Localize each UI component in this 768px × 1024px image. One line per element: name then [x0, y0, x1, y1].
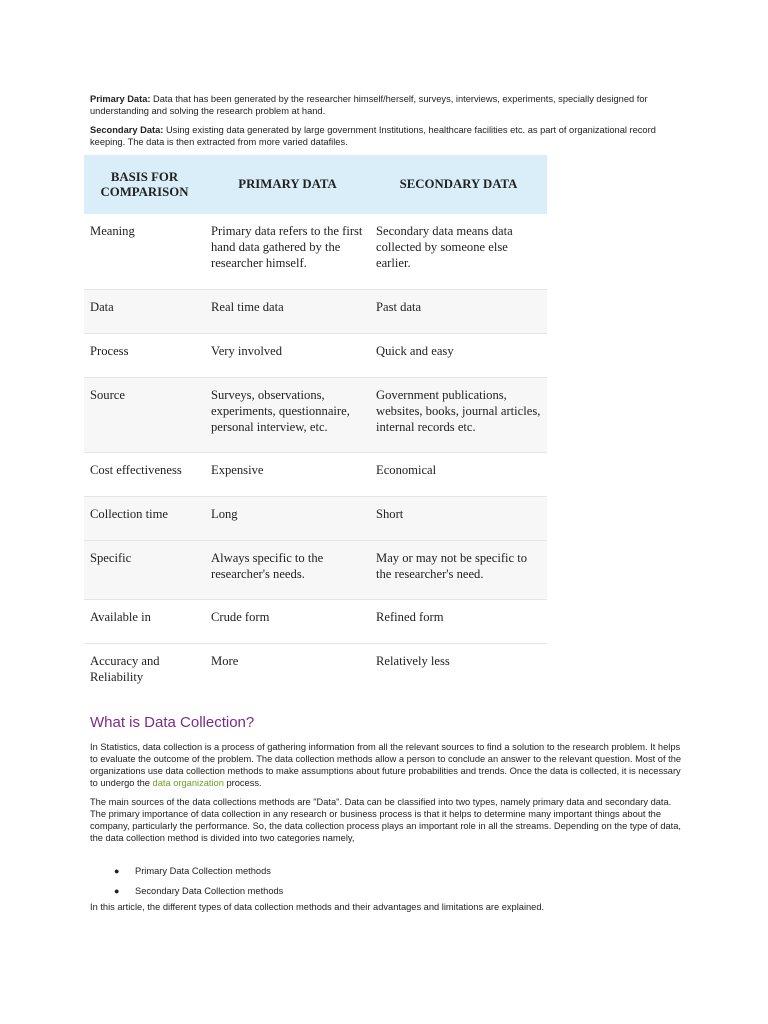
intro-text-end: process. — [223, 778, 262, 788]
table-row — [84, 496, 547, 540]
methods-list — [90, 862, 283, 902]
table-row — [84, 540, 547, 599]
row-label: Collection time — [84, 496, 205, 540]
table-row — [84, 643, 547, 703]
secondary-data-label: Secondary Data: — [90, 125, 164, 135]
row-label: Specific — [84, 540, 205, 599]
secondary-cell: Relatively less — [370, 643, 547, 703]
table-row — [84, 452, 547, 496]
header-primary: PRIMARY DATA — [205, 155, 370, 214]
secondary-cell: Refined form — [370, 599, 547, 643]
primary-data-definition — [90, 93, 682, 117]
header-basis: BASIS FOR COMPARISON — [84, 155, 205, 214]
data-organization-link[interactable]: data organization — [152, 778, 224, 788]
header-secondary: SECONDARY DATA — [370, 155, 547, 214]
primary-cell: Crude form — [205, 599, 370, 643]
secondary-cell: Economical — [370, 452, 547, 496]
section-heading: What is Data Collection? — [90, 714, 255, 731]
list-item — [90, 862, 283, 882]
row-label: Cost effectiveness — [84, 452, 205, 496]
secondary-cell: Short — [370, 496, 547, 540]
row-label: Available in — [84, 599, 205, 643]
row-label: Meaning — [84, 214, 205, 289]
primary-cell: Always specific to the researcher's needs. — [205, 540, 370, 599]
secondary-cell: Past data — [370, 289, 547, 333]
primary-cell: Very involved — [205, 333, 370, 377]
closing-paragraph: In this article, the different types of data collection methods and their advantages and limitations are explained. — [90, 902, 545, 912]
secondary-cell: Quick and easy — [370, 333, 547, 377]
primary-data-text: Data that has been generated by the researcher himself/herself, surveys, interviews, experiments, specially designed for understanding and solving the research problem at hand. — [90, 94, 648, 116]
primary-cell: Long — [205, 496, 370, 540]
row-label: Accuracy and Reliability — [84, 643, 205, 703]
secondary-cell: May or may not be specific to the researcher's need. — [370, 540, 547, 599]
table-row — [84, 333, 547, 377]
row-label: Source — [84, 377, 205, 452]
table-row — [84, 599, 547, 643]
sources-paragraph: The main sources of the data collections methods are "Data". Data can be classified into two types, namely primary data and secondary data. The primary importance of data collection in any research or business process is that it helps to determine many important things about the company, particularly the performance. So, the data collection process plays an important role in all the streams. Depending on the type of data, the data collection method is divided into two categories namely, — [90, 797, 682, 843]
row-label: Process — [84, 333, 205, 377]
list-item-text: Primary Data Collection methods — [135, 866, 271, 876]
comparison-table — [84, 155, 547, 703]
table-row — [84, 377, 547, 452]
secondary-cell: Secondary data means data collected by someone else earlier. — [370, 214, 547, 289]
secondary-data-text: Using existing data generated by large government Institutions, healthcare facilities etc. as part of organizational record keeping. The data is then extracted from more varied datafiles. — [90, 125, 656, 147]
intro-paragraph — [90, 741, 682, 789]
bullet-icon: ● — [114, 866, 120, 876]
table-header-row — [84, 155, 547, 214]
primary-data-label: Primary Data: — [90, 94, 151, 104]
table-row — [84, 214, 547, 289]
primary-cell: Primary data refers to the first hand data gathered by the researcher himself. — [205, 214, 370, 289]
primary-cell: Expensive — [205, 452, 370, 496]
primary-cell: More — [205, 643, 370, 703]
primary-cell: Real time data — [205, 289, 370, 333]
list-item-text: Secondary Data Collection methods — [135, 886, 284, 896]
row-label: Data — [84, 289, 205, 333]
primary-cell: Surveys, observations, experiments, questionnaire, personal interview, etc. — [205, 377, 370, 452]
intro-text-start: In Statistics, data collection is a process of gathering information from all the relevant sources to find a solution to the research problem. It helps to evaluate the outcome of the problem. The data collection methods allow a person to conclude an answer to the relevant question. Most of the organizations use data collection methods to make assumptions about future probabilities and trends. Once the data is collected, it is necessary to undergo the — [90, 742, 682, 788]
bullet-icon: ● — [114, 886, 120, 896]
secondary-cell: Government publications, websites, books, journal articles, internal records etc. — [370, 377, 547, 452]
list-item — [90, 882, 283, 902]
secondary-data-definition — [90, 124, 682, 148]
table-row — [84, 289, 547, 333]
